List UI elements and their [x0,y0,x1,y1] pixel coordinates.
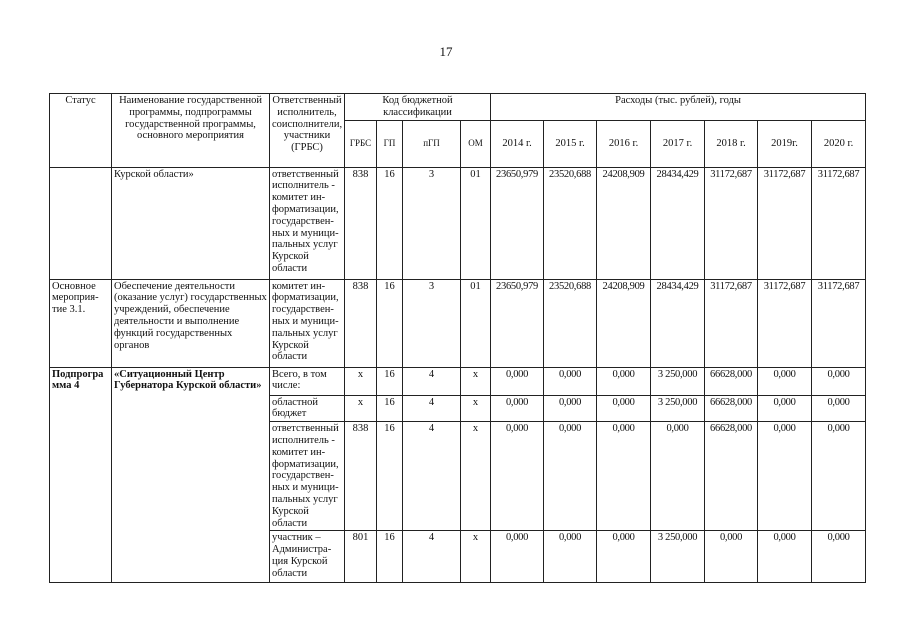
header-code-gp: ГП [377,120,403,167]
code-pgp-cell: 3 [403,167,461,279]
value-cell: 0,000 [651,422,705,531]
header-code-om: ОМ [461,120,491,167]
header-name: Наименование государственной программы, подпрограммы государственной программы, основного мероприятия [112,94,270,168]
value-cell: 0,000 [491,395,544,422]
value-cell: 66628,000 [705,422,758,531]
value-cell: 31172,687 [758,167,812,279]
status-cell [50,167,112,279]
name-cell: Обеспечение деятельности (оказание услуг) государственных учреждений, обеспечение деятельности и выполнение функций государственных органов [112,279,270,367]
header-year: 2017 г. [651,120,705,167]
name-cell: Курской области» [112,167,270,279]
table-row [50,167,866,279]
code-om-cell: х [461,422,491,531]
header-responsible: Ответственный исполнитель, соисполнители, участники (ГРБС) [270,94,345,168]
code-gp-cell: 16 [377,395,403,422]
value-cell: 24208,909 [597,279,651,367]
value-cell: 0,000 [812,422,866,531]
status-cell: Основное мероприя-тие 3.1. [50,279,112,367]
code-gp-cell: 16 [377,279,403,367]
value-cell: 66628,000 [705,367,758,395]
value-cell: 24208,909 [597,167,651,279]
header-status: Статус [50,94,112,168]
value-cell: 23520,688 [544,279,597,367]
header-year: 2016 г. [597,120,651,167]
value-cell: 0,000 [597,395,651,422]
value-cell: 0,000 [544,422,597,531]
value-cell: 0,000 [544,531,597,583]
value-cell: 31172,687 [705,279,758,367]
value-cell: 23520,688 [544,167,597,279]
value-cell: 0,000 [758,395,812,422]
value-cell: 0,000 [491,367,544,395]
value-cell: 31172,687 [812,167,866,279]
value-cell: 0,000 [597,367,651,395]
header-year: 2018 г. [705,120,758,167]
value-cell: 3 250,000 [651,367,705,395]
value-cell: 0,000 [544,395,597,422]
code-grbs-cell: х [345,395,377,422]
code-om-cell: 01 [461,279,491,367]
value-cell: 3 250,000 [651,395,705,422]
header-budget-code: Код бюджетной классификации [345,94,491,121]
value-cell: 0,000 [544,367,597,395]
code-grbs-cell: 801 [345,531,377,583]
code-grbs-cell: х [345,367,377,395]
code-grbs-cell: 838 [345,167,377,279]
code-gp-cell: 16 [377,531,403,583]
value-cell: 28434,429 [651,279,705,367]
responsible-cell: участник – Администра-ция Курской области [270,531,345,583]
code-gp-cell: 16 [377,167,403,279]
code-om-cell: 01 [461,167,491,279]
value-cell: 23650,979 [491,279,544,367]
table-row [50,367,866,395]
name-cell: «Ситуационный Центр Губернатора Курской области» [112,367,270,583]
code-pgp-cell: 3 [403,279,461,367]
value-cell: 0,000 [812,531,866,583]
value-cell: 28434,429 [651,167,705,279]
value-cell: 31172,687 [812,279,866,367]
header-row-1 [50,94,866,121]
code-gp-cell: 16 [377,422,403,531]
code-om-cell: х [461,395,491,422]
value-cell: 0,000 [597,531,651,583]
code-grbs-cell: 838 [345,422,377,531]
code-om-cell: х [461,531,491,583]
value-cell: 31172,687 [758,279,812,367]
value-cell: 0,000 [705,531,758,583]
responsible-cell: областной бюджет [270,395,345,422]
header-year: 2015 г. [544,120,597,167]
value-cell: 0,000 [758,367,812,395]
value-cell: 0,000 [758,422,812,531]
value-cell: 0,000 [758,531,812,583]
value-cell: 0,000 [491,531,544,583]
responsible-cell: ответственный исполнитель - комитет ин-форматизации, государствен-ных и муници-пальных услуг Курской области [270,422,345,531]
header-year: 2020 г. [812,120,866,167]
value-cell: 23650,979 [491,167,544,279]
value-cell: 31172,687 [705,167,758,279]
header-code-grbs: ГРБС [345,120,377,167]
code-gp-cell: 16 [377,367,403,395]
value-cell: 0,000 [812,367,866,395]
header-year: 2014 г. [491,120,544,167]
code-pgp-cell: 4 [403,367,461,395]
responsible-cell: комитет ин-форматизации, государствен-ных и муници-пальных услуг Курской области [270,279,345,367]
page-number: 17 [439,44,453,59]
code-pgp-cell: 4 [403,395,461,422]
header-expenses: Расходы (тыс. рублей), годы [491,94,866,121]
code-pgp-cell: 4 [403,422,461,531]
header-year: 2019г. [758,120,812,167]
table-row [50,279,866,367]
responsible-cell: Всего, в том числе: [270,367,345,395]
budget-table [49,93,866,583]
header-code-pgp: пГП [403,120,461,167]
value-cell: 66628,000 [705,395,758,422]
code-pgp-cell: 4 [403,531,461,583]
code-om-cell: х [461,367,491,395]
responsible-cell: ответственный исполнитель - комитет ин-форматизации, государствен-ных и муници-пальных услуг Курской области [270,167,345,279]
value-cell: 0,000 [597,422,651,531]
value-cell: 0,000 [491,422,544,531]
code-grbs-cell: 838 [345,279,377,367]
status-cell: Подпрогра мма 4 [50,367,112,583]
value-cell: 0,000 [812,395,866,422]
value-cell: 3 250,000 [651,531,705,583]
